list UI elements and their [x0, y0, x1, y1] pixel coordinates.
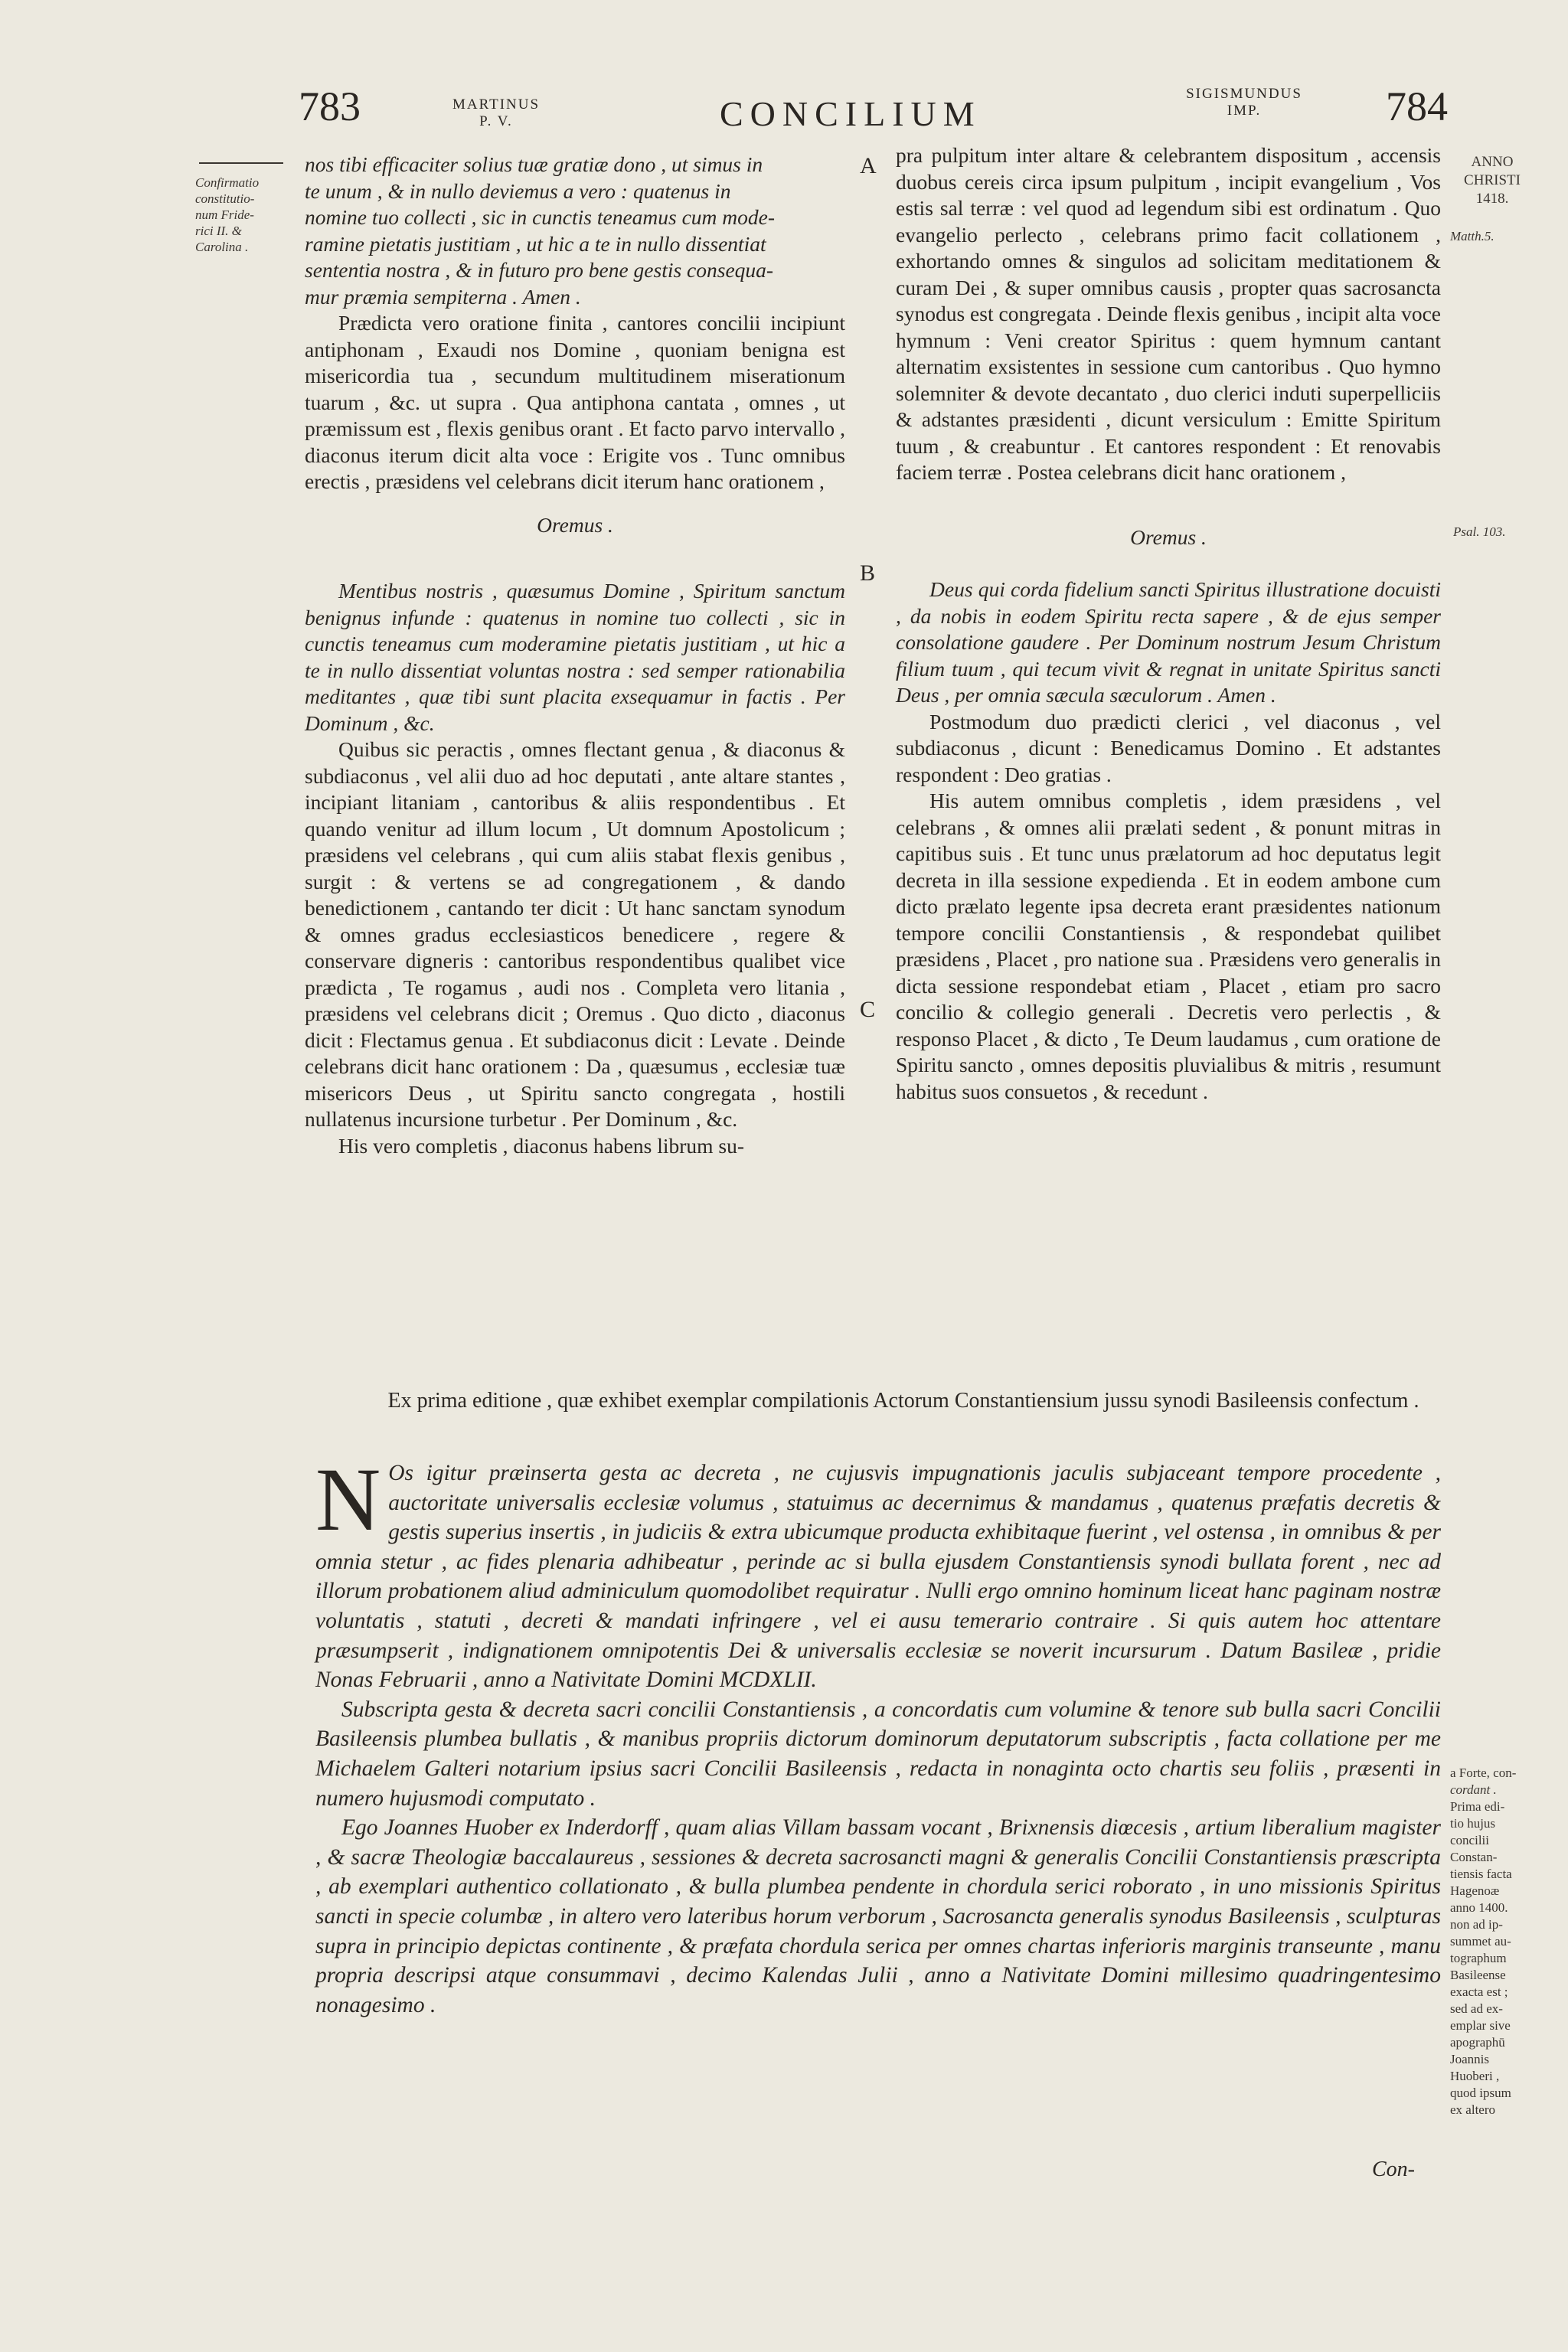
section-letter-b: B	[860, 560, 876, 586]
oremus-heading: Oremus .	[1130, 524, 1207, 549]
page-title: CONCILIUM	[720, 94, 982, 133]
paragraph: Quibus sic peractis , omnes flectant genua , & diaconus & subdiaconus , vel alii duo ad hoc deputati , ante altare stantes , incipiant litaniam , cantoribus & aliis respondentibus . Et quando venitur ad illum locum , Ut domnum Apostolicum ; præsidens vel celebrans , qui cum aliis stabat flexis genibus , surgit : & vertens se ad congregationem , & dando benedictionem , cantando ter dicit : Ut hanc sanctam synodum & omnes gradus ecclesiasticos benedicere , regere & conservare digneris : cantoribus respondentibus qualibet vice prædicta , Te rogamus , audi nos . Completa vero litania , præsidens vel celebrans dicit ; Oremus . Quo dicto , diaconus dicit : Flectamus genua . Et subdiaconus dicit : Levate . Deinde celebrans dicit hanc orationem : Da , quæsumus , ecclesiæ tuæ misericors Deus , ut Spiritu sancto congregata , hostili nullatenus incursione turbetur . Per Dominum , &c.	[305, 737, 845, 1131]
paragraph: Postmodum duo prædicti clerici , vel diaconus , vel subdiaconus , dicunt : Benedicamus Domino . Et adstantes respondent : Deo gratias .	[896, 709, 1441, 786]
prayer: Deus qui corda fidelium sancti Spiritus illustratione docuisti , da nobis in eodem Spiritu recta sapere , & de ejus semper consolatione gaudere . Per Dominum nostrum Jesum Christum filium tuum , qui tecum vivit & regnat in unitate Spiritus sancti Deus , per omnia sæcula sæculorum . Amen .	[896, 577, 1441, 707]
paragraph: pra pulpitum inter altare & celebrantem dispositum , accensis duobus cereis circa ipsum pulpitum , incipit evangelium , Vos estis sal terræ : vel quod ad legendum sibi est ordinatum . Quo evangelio perlecto , celebrans primo facit collationem , exhortando omnes & singulos ad solicitam meditationem & curam Dei , & super omnibus causis , propter quas sacrosancta synodus est congregata . Deinde flexis genibus , incipit alta voce hymnum : Veni creator Spiritus : quem hymnum cantant alternatim exsistentes in sessione cum cantoribus . Quo hymno solemniter & devote decantato , duo clerici induti superpelliciis & adstantes præsidenti , dicunt versiculum : Emitte Spiritum tuum , & creabuntur . Et cantores respondent : Et renovabis faciem terræ . Postea celebrans dicit hanc orationem ,	[896, 143, 1441, 484]
prayer-continuation: nos tibi efficaciter solius tuæ gratiæ dono , ut simus in te unum , & in nullo deviemus a vero : quatenus in nomine tuo collecti , sic in cunctis teneamus cum mode- ramine pietatis justitiam , ut hic a te in nullo dissentiat sententia nostra , & in futuro pro bene gestis consequa- mur præmia sempiterna . Amen .	[305, 152, 776, 309]
decree-paragraph: N Os igitur præinserta gesta ac decreta , ne cujusvis impugnationis jaculis subjaceant tempore procedente , auctoritate universalis ecclesiæ volumus , statuimus ac decernimus & mandamus , quatenus præfatis decretis & gestis superius insertis , in judiciis & extra ubicumque producta exhibitaque fuerint , vel ostensa , in omnibus & per omnia stetur , ac fides plenaria adhibeatur , perinde ac si bulla ejusdem Constantiensis synodi bullata forent , nec ad illorum probationem aliud adminiculum quomodolibet requiratur . Nulli ergo omnino hominum liceat hanc paginam nostræ voluntatis , statuti , decreti & mandati infringere , vel ei ausu temerario contraire . Si quis autem hoc attentare præsumpserit , indignationem omnipotentis Dei & universalis ecclesiæ se noverit incursurum . Datum Basileæ , pridie Nonas Februarii , anno a Nativitate Domini MCDXLII.	[315, 1449, 1441, 1693]
section-letter-a: A	[860, 153, 877, 178]
right-column	[896, 142, 1441, 1105]
margin-rule	[199, 162, 283, 164]
catchword: Con-	[1372, 2158, 1415, 2181]
margin-note-matth: Matth.5.	[1450, 229, 1494, 243]
margin-note-psal: Psal. 103.	[1453, 524, 1506, 539]
paragraph: Subscripta gesta & decreta sacri concilii Constantiensis , a concordatis cum volumine & tenore sub bulla sacri Concilii Basileensis plumbea bullatis , & manibus propriis dictorum dominorum deputatorum subscriptis , facta collatione per me Michaelem Galteri notarium ipsius sacri Concilii Basileensis , redacta in nonaginta octo chartis seu foliis , præsenti in numero hujusmodi computato .	[315, 1697, 1441, 1811]
bottom-text	[315, 1449, 1441, 2020]
margin-note-left: Confirmatio constitutio- num Fride- rici II. & Carolina .	[195, 175, 260, 254]
paragraph: Prædicta vero oratione finita , cantores concilii incipiunt antiphonam , Exaudi nos Domine , quoniam benigna est misericordia tua , secundum multitudinem miserationum tuarum , &c. ut supra . Qua antiphona cantata , omnes , ut præmissum est , flexis genibus orant . Et facto parvo intervallo , diaconus iterum dicit alta voce : Erigite vos . Tunc omnibus erectis , præsidens vel celebrans dicit iterum hanc orationem ,	[305, 311, 845, 493]
section-heading: Ex prima editione , quæ exhibet exemplar compilationis Actorum Constantiensium jussu synodi Basileensis confectum .	[387, 1389, 1419, 1413]
running-head-pope: MARTINUS P. V.	[452, 96, 541, 129]
section-letter-c: C	[860, 997, 876, 1022]
prayer: Mentibus nostris , quæsumus Domine , Spiritum sanctum benignus infunde : quatenus in nomine tuo collecti , sic in cunctis teneamus cum moderamine pietatis justitiam , ut hic a te in nullo dissentiat voluntas nostra : sed semper rationabilia meditantes , quæ tibi sunt placita exsequamur in factis . Per Dominum , &c.	[305, 579, 845, 735]
oremus-heading: Oremus .	[537, 512, 613, 537]
page-number-left: 783	[299, 83, 361, 129]
paragraph: His autem omnibus completis , idem præsidens , vel celebrans , & omnes alii prælati sedent , & ponunt mitras in capitibus suis . Et tunc unus prælatorum ad hoc deputatus legit decreta in illa sessione expedienda . Et in eodem ambone cum dicto prælato legente ipsa decreta erant præsidentes nationum tempore concilii Constantiensis , & respondebat quilibet præsidens , Placet , pro natione sua . Præsidens vero generalis in dicta sessione respondebat etiam , Placet , etiam pro sacro concilio & collegio generali . Decretis vero perlectis , & responso Placet , & dicto , Te Deum laudamus , cum oratione de Spiritu sancto , omnes depositis pluvialibus & mitris , resumunt habitus suos consuetos , & recedunt .	[896, 789, 1441, 1103]
running-head-emperor: SIGISMUNDUS IMP.	[1186, 86, 1302, 119]
page-number-right: 784	[1386, 83, 1448, 129]
paragraph: His vero completis , diaconus habens librum su-	[338, 1133, 745, 1158]
drop-cap: N	[315, 1449, 381, 1550]
left-column	[305, 152, 845, 1159]
paragraph: Ego Joannes Huober ex Inderdorff , quam alias Villam bassam vocant , Brixnensis diœcesis , artium liberalium magister , & sacræ Theologiæ baccalaureus , sessiones & decreta sacrosancti magni & generalis Concilii Constantiensis præscripta , ab exemplari authentico collationato , & bulla plumbea pendente in chordula serici roborato , in uno missionis Spiritus sancti in specie columbæ , in altero vero lateribus horum verborum , Sacrosancta generalis synodus Basileensis , sculpturas supra in principio depictas continente , & præfata chordula serica per omnes chartas inferioris marginis transeunte , manu propria descripsi atque consummavi , decimo Kalendas Julii , anno a Nativitate Domini millesimo quadringentesimo nonagesimo .	[315, 1815, 1441, 2017]
footnote: a Forte, con- cordant . Prima edi- tio hujus concilii Constan- tiensis facta Hagenoæ anno 1400. non ad ip- summet au- tographum Basileense exacta est ; sed ad ex- emplar sive apographū Joannis Huoberi , quod ipsum ex altero	[1450, 1766, 1517, 2117]
margin-note-year: ANNO CHRISTI 1418.	[1464, 154, 1521, 207]
